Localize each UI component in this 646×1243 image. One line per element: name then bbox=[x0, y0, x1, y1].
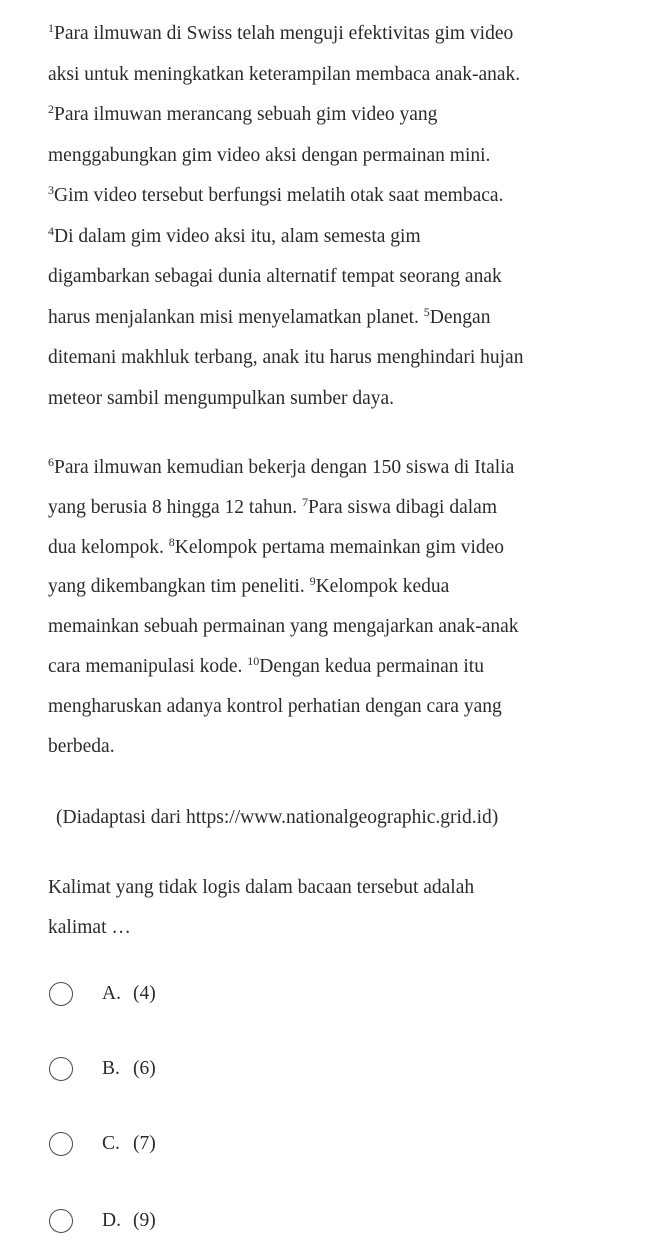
passage-line bbox=[48, 379, 638, 420]
sentence-number: 7 bbox=[302, 494, 308, 509]
question-line: Kalimat yang tidak logis dalam bacaan tersebut adalah bbox=[48, 877, 475, 898]
passage-line bbox=[48, 338, 638, 379]
passage-line bbox=[48, 448, 638, 488]
passage-line bbox=[48, 257, 638, 298]
passage-line bbox=[48, 488, 638, 528]
sentence-text: Para ilmuwan merancang sebuah gim video yang bbox=[54, 104, 438, 125]
passage-line bbox=[48, 136, 638, 177]
sentence-text: ditemani makhluk terbang, anak itu harus menghindari hujan bbox=[48, 347, 524, 368]
sentence-text: meteor sambil mengumpulkan sumber daya. bbox=[48, 387, 395, 409]
passage-line bbox=[48, 607, 638, 647]
sentence-text: berbeda. bbox=[48, 735, 115, 757]
option-label: (6) bbox=[133, 1058, 156, 1079]
sentence-text: Gim video tersebut berfungsi melatih otak saat membaca. bbox=[54, 185, 504, 206]
passage-paragraph-1 bbox=[48, 14, 638, 419]
passage-line bbox=[48, 528, 638, 568]
question-line: kalimat … bbox=[48, 917, 131, 938]
sentence-text: digambarkan sebagai dunia alternatif tempat seorang anak bbox=[48, 266, 502, 287]
option-label: (7) bbox=[133, 1133, 156, 1154]
passage-line bbox=[48, 687, 638, 727]
passage-line bbox=[48, 176, 638, 217]
sentence-text: mengharuskan adanya kontrol perhatian dengan cara yang bbox=[48, 695, 502, 717]
option-a[interactable] bbox=[49, 978, 156, 1010]
passage-line bbox=[48, 567, 638, 607]
passage-line bbox=[48, 727, 638, 767]
sentence-number: 9 bbox=[309, 574, 316, 589]
sentence-text: cara memanipulasi kode. bbox=[48, 655, 248, 677]
source-citation: (Diadaptasi dari https://www.nationalgeographic.grid.id) bbox=[56, 807, 499, 828]
sentence-text: Kelompok pertama memainkan gim video bbox=[174, 536, 505, 558]
radio-button-icon[interactable] bbox=[49, 1057, 73, 1081]
sentence-number: 10 bbox=[247, 653, 260, 668]
radio-button-icon[interactable] bbox=[49, 982, 73, 1006]
sentence-text: Di dalam gim video aksi itu, alam semesta gim bbox=[54, 225, 421, 247]
passage-paragraph-2 bbox=[48, 448, 638, 766]
sentence-text: menggabungkan gim video aksi dengan permainan mini. bbox=[48, 144, 491, 166]
sentence-text: aksi untuk meningkatkan keterampilan membaca anak-anak. bbox=[48, 63, 521, 85]
option-letter: C. bbox=[102, 1133, 120, 1154]
passage-line bbox=[48, 55, 638, 96]
sentence-number: 8 bbox=[168, 534, 175, 549]
sentence-text: memainkan sebuah permainan yang mengajarkan anak-anak bbox=[48, 616, 519, 638]
sentence-number: 6 bbox=[48, 455, 54, 469]
question-prompt bbox=[48, 868, 474, 948]
sentence-text: Kelompok kedua bbox=[315, 576, 450, 598]
radio-button-icon[interactable] bbox=[49, 1132, 73, 1156]
sentence-number: 5 bbox=[423, 304, 430, 319]
sentence-text: Dengan bbox=[429, 306, 491, 328]
passage-line bbox=[48, 95, 638, 136]
option-d[interactable] bbox=[49, 1205, 156, 1237]
sentence-text: Para siswa dibagi dalam bbox=[308, 496, 497, 518]
sentence-text: harus menjalankan misi menyelamatkan planet. bbox=[48, 306, 424, 328]
sentence-text: yang berusia 8 hingga 12 tahun. bbox=[48, 496, 302, 518]
sentence-text: dua kelompok. bbox=[48, 536, 169, 558]
option-b[interactable] bbox=[49, 1053, 156, 1085]
sentence-number: 3 bbox=[48, 183, 54, 197]
sentence-number: 1 bbox=[48, 21, 54, 35]
option-label: (4) bbox=[133, 983, 156, 1004]
sentence-text: Para ilmuwan di Swiss telah menguji efektivitas gim video bbox=[54, 23, 514, 44]
sentence-text: yang dikembangkan tim peneliti. bbox=[48, 576, 310, 598]
sentence-text: Dengan kedua permainan itu bbox=[259, 655, 484, 677]
passage-line bbox=[48, 298, 638, 339]
radio-button-icon[interactable] bbox=[49, 1209, 73, 1233]
passage-line bbox=[48, 217, 638, 258]
sentence-number: 4 bbox=[48, 223, 54, 238]
passage-line bbox=[48, 647, 638, 687]
passage-line bbox=[48, 14, 638, 55]
option-letter: D. bbox=[102, 1210, 121, 1231]
option-letter: B. bbox=[102, 1058, 120, 1079]
option-letter: A. bbox=[102, 983, 121, 1004]
option-c[interactable] bbox=[49, 1128, 156, 1160]
sentence-text: Para ilmuwan kemudian bekerja dengan 150 siswa di Italia bbox=[54, 457, 515, 478]
sentence-number: 2 bbox=[48, 102, 54, 116]
option-label: (9) bbox=[133, 1210, 156, 1231]
